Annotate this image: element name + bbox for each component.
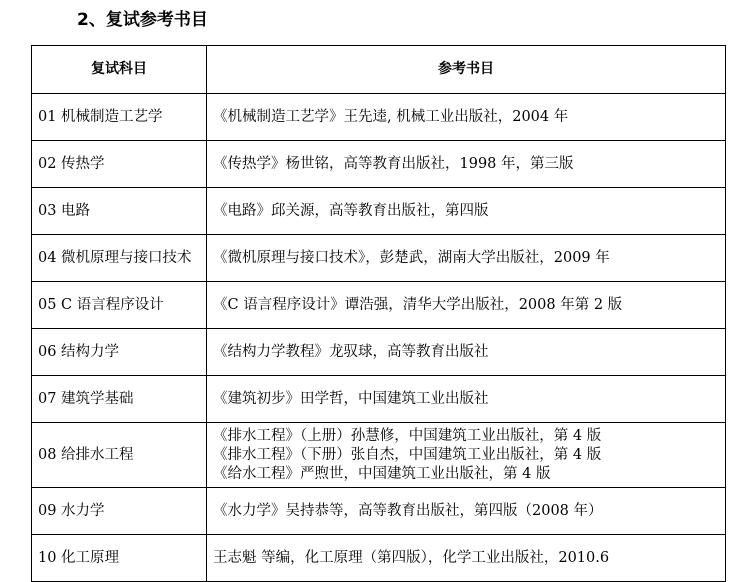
books-cell — [207, 282, 726, 329]
book-entry: 《给水工程》严煦世，中国建筑工业出版社，第 4 版 — [213, 465, 551, 482]
section-title: 2、复试参考书目 — [77, 10, 208, 30]
subject-cell: 05 C 语言程序设计 — [32, 282, 207, 329]
book-entry: 《电路》邱关源，高等教育出版社，第四版 — [213, 202, 489, 219]
book-entry: 王志魁 等编，化工原理（第四版），化学工业出版社，2010.6 — [213, 549, 610, 566]
subject-cell: 06 结构力学 — [32, 329, 207, 376]
book-entry: 《排水工程》（下册）张自杰，中国建筑工业出版社，第 4 版 — [213, 446, 602, 463]
book-entry: 《结构力学教程》龙驭球，高等教育出版社 — [213, 343, 489, 360]
book-entry: 《微机原理与接口技术》，彭楚武，湖南大学出版社，2009 年 — [213, 249, 610, 266]
subject-cell: 04 微机原理与接口技术 — [32, 235, 207, 282]
reference-books-table — [31, 45, 726, 582]
books-cell — [207, 423, 726, 488]
book-entry: 《传热学》杨世铭，高等教育出版社，1998 年，第三版 — [213, 155, 574, 172]
books-cell — [207, 329, 726, 376]
table-row — [32, 94, 726, 141]
subject-cell: 07 建筑学基础 — [32, 376, 207, 423]
table-row — [32, 535, 726, 582]
books-cell — [207, 535, 726, 582]
table-row — [32, 141, 726, 188]
books-cell — [207, 376, 726, 423]
subject-cell: 03 电路 — [32, 188, 207, 235]
table-row — [32, 376, 726, 423]
books-cell — [207, 188, 726, 235]
subject-cell: 02 传热学 — [32, 141, 207, 188]
header-subject: 复试科目 — [32, 46, 207, 94]
books-cell — [207, 94, 726, 141]
book-entry: 《排水工程》（上册）孙慧修，中国建筑工业出版社，第 4 版 — [213, 427, 602, 444]
table-row — [32, 423, 726, 488]
subject-cell: 09 水力学 — [32, 488, 207, 535]
subject-cell: 08 给排水工程 — [32, 423, 207, 488]
table-row — [32, 188, 726, 235]
book-entry: 《建筑初步》田学哲，中国建筑工业出版社 — [213, 390, 489, 407]
book-entry: 《C 语言程序设计》谭浩强，清华大学出版社，2008 年第 2 版 — [213, 296, 623, 313]
subject-cell: 01 机械制造工艺学 — [32, 94, 207, 141]
book-entry: 《机械制造工艺学》王先逵, 机械工业出版社，2004 年 — [213, 108, 569, 125]
books-cell — [207, 488, 726, 535]
books-cell — [207, 235, 726, 282]
table-row — [32, 329, 726, 376]
books-cell — [207, 141, 726, 188]
table-row — [32, 235, 726, 282]
book-entry: 《水力学》吴持恭等，高等教育出版社，第四版（2008 年） — [213, 502, 603, 519]
table-header-row — [32, 46, 726, 94]
subject-cell: 10 化工原理 — [32, 535, 207, 582]
table-row — [32, 488, 726, 535]
header-books: 参考书目 — [207, 46, 726, 94]
table-row — [32, 282, 726, 329]
